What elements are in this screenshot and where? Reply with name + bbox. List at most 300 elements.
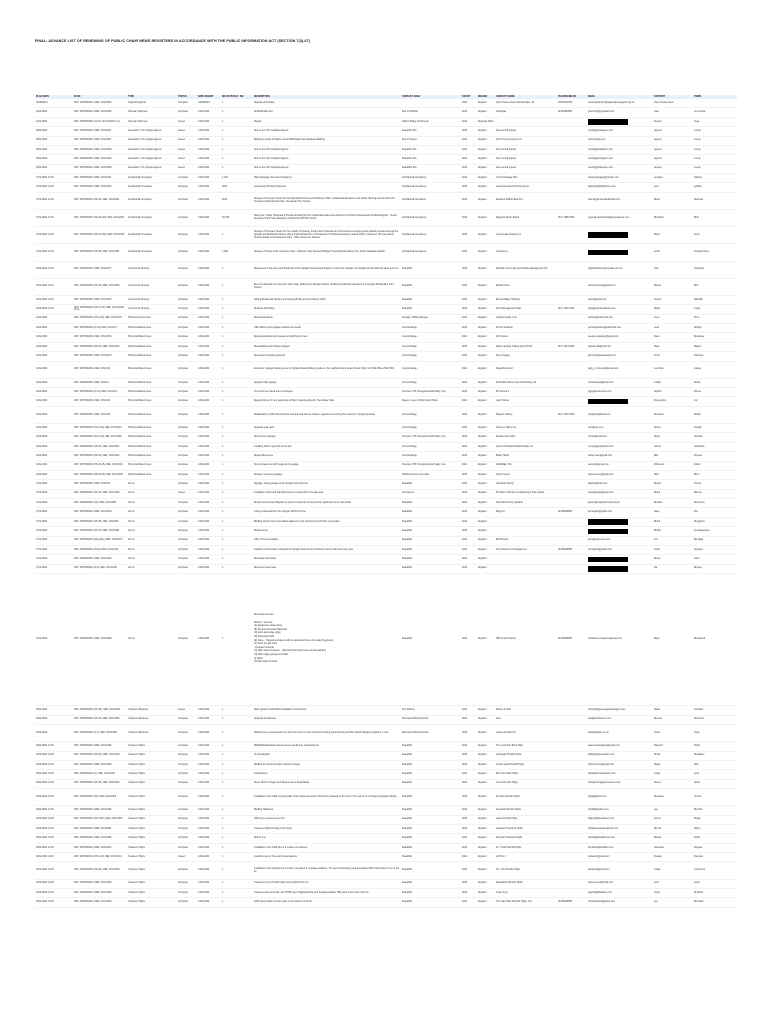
table-cell-id: APP, 1978/09/2013, REF, 13/CA/14 xyxy=(73,361,127,378)
table-cell-email xyxy=(587,244,653,261)
table-cell-town: Olathes xyxy=(693,174,737,183)
table-cell-region: England xyxy=(477,342,495,351)
table-cell-empty xyxy=(239,706,253,715)
table-cell-area: Readcliffe xyxy=(401,824,461,833)
table-row xyxy=(35,424,737,433)
table-cell-tel xyxy=(557,879,587,888)
table-cell-area: Central Range xyxy=(401,424,461,433)
register-table xyxy=(35,95,737,908)
table-cell-name: Bailey Harris xyxy=(495,452,557,461)
table-cell-id: APP, 1978/09/2014 (35-35), REF, 13/CA/016 xyxy=(73,779,127,788)
table-cell-tel xyxy=(557,117,587,126)
table-cell-date: 17/11/2024 xyxy=(35,555,73,564)
table-cell-town: Lovely xyxy=(693,155,737,164)
table-cell-reg: 14/11/2024 xyxy=(197,442,221,451)
table-cell-region: England xyxy=(477,527,495,536)
table-cell-region: England xyxy=(477,244,495,261)
table-cell-email: mesh@gtoolsgreen.com xyxy=(587,164,653,173)
table-cell-num: 1 xyxy=(221,770,239,779)
table-cell-count: 2022 xyxy=(461,574,477,706)
table-cell-desc: Offering to remove trees to lot xyxy=(253,815,401,824)
table-cell-area: Confidential Occupancy xyxy=(401,227,461,244)
table-cell-region: England xyxy=(477,706,495,715)
table-cell-empty xyxy=(239,574,253,706)
table-cell-town: Fruto xyxy=(693,227,737,244)
table-cell-num: 1 xyxy=(221,742,239,751)
table-cell-email: robingifs@greenagardenaugnet.com xyxy=(587,706,653,715)
table-cell-empty xyxy=(239,824,253,833)
table-cell-num: 1 xyxy=(221,155,239,164)
table-cell-id: APP, 1978/09/2013 (35-22), REF, 13/CA/012 xyxy=(73,342,127,351)
table-cell-type: Treatment Highs xyxy=(127,824,177,833)
table-cell-num: 1 xyxy=(221,108,239,117)
table-row xyxy=(35,527,737,536)
table-cell-desc: Signage, turning garage at the Spriglet Grounds from xyxy=(253,480,401,489)
table-cell-region: England xyxy=(477,898,495,907)
table-cell-tel xyxy=(557,706,587,715)
table-cell-status: Complete xyxy=(177,209,197,226)
table-row xyxy=(35,536,737,545)
column-header: CONTACT AREA xyxy=(401,95,461,99)
table-cell-area: Regent, Lane of Robin West Plains xyxy=(401,397,461,406)
table-cell-region: England xyxy=(477,815,495,824)
table-cell-area: Confidential Occupancy xyxy=(401,192,461,209)
table-cell-country: Agreed xyxy=(653,127,693,136)
table-cell-id: APP, 1978/09/2013, REF, 13/CA/077 xyxy=(73,261,127,278)
table-cell-country: Birmek xyxy=(653,824,693,833)
table-cell-type: Historical Matters Area xyxy=(127,406,177,423)
table-cell-date: 14/11/2024 xyxy=(35,388,73,397)
table-cell-num: 1 xyxy=(221,517,239,526)
table-cell-email: asm@bellresorts.com xyxy=(587,536,653,545)
table-cell-email xyxy=(587,117,653,126)
table-cell-desc: Editing Fence and extension the gift to the front of Lower Grounds Housing (ground level) and Pine Wood Playground garden in rear xyxy=(253,724,401,741)
table-row xyxy=(35,499,737,508)
table-row xyxy=(35,843,737,852)
table-cell-country: Agreed xyxy=(653,145,693,154)
table-cell-area: Readcliffe xyxy=(401,564,461,573)
table-cell-area: Central Range xyxy=(401,324,461,333)
table-cell-count: 2022 xyxy=(461,378,477,387)
table-cell-type: Forms xyxy=(127,517,177,526)
table-cell-region: England xyxy=(477,760,495,769)
table-cell-tel: 0117 7431 0000 xyxy=(557,406,587,423)
table-cell-count: 2022 xyxy=(461,406,477,423)
table-cell-email: vlingback@bmail.com xyxy=(587,406,653,423)
table-cell-empty xyxy=(239,489,253,498)
table-cell-id: APP, 1978/09/2014, REF, 13/CA/000 xyxy=(73,879,127,888)
table-cell-date: 14/11/2024 xyxy=(35,452,73,461)
table-cell-id: APP, 1978/09/2013, REF, 13/CA/011 xyxy=(73,127,127,136)
table-cell-area: Harbinford Area, Frontcline xyxy=(401,470,461,479)
table-cell-country: Bronnel xyxy=(653,715,693,724)
table-cell-country: Pevensythe xyxy=(653,397,693,406)
table-cell-country: Plavia xyxy=(653,760,693,769)
table-cell-region: England xyxy=(477,278,495,295)
table-cell-town: Joy xyxy=(693,397,737,406)
table-cell-name: No Persons xyxy=(495,333,557,342)
table-cell-name xyxy=(495,117,557,126)
table-cell-country: Brand xyxy=(653,489,693,498)
table-cell-reg: 14/11/2024 xyxy=(197,324,221,333)
table-cell-date: 17/11/2024 xyxy=(35,564,73,573)
table-cell-date: 14/11/2024 xyxy=(35,406,73,423)
table-cell-country: Brookes xyxy=(653,499,693,508)
table-cell-reg: 14/11/2024 xyxy=(197,145,221,154)
table-cell-region: England xyxy=(477,378,495,387)
table-cell-status: Complete xyxy=(177,314,197,323)
table-cell-empty xyxy=(239,789,253,806)
table-cell-name: Regal Raymond xyxy=(495,361,557,378)
table-row xyxy=(35,824,737,833)
table-cell-area: Readcliffe SIA xyxy=(401,127,461,136)
table-cell-region: England xyxy=(477,574,495,706)
table-cell-region: England xyxy=(477,209,495,226)
table-cell-empty xyxy=(239,770,253,779)
table-cell-id: APP, 1978/09/2013, REF, 13/CA/018 xyxy=(73,508,127,517)
table-cell-num: 1 xyxy=(221,261,239,278)
table-cell-area: Readcliffe xyxy=(401,527,461,536)
column-header: NO OF PUBLIC xyxy=(222,96,239,98)
table-cell-num: 1 xyxy=(221,361,239,378)
table-cell-empty xyxy=(239,555,253,564)
column-header: COUNT xyxy=(461,95,477,99)
table-cell-tel xyxy=(557,517,587,526)
table-cell-reg: 14/11/2024 xyxy=(197,517,221,526)
table-cell-date: 17/11/2024 14:30 xyxy=(35,244,73,261)
table-cell-count: 2022 xyxy=(461,489,477,498)
table-cell-reg: 14/11/2024 xyxy=(197,480,221,489)
table-cell-reg: 14/11/2024 xyxy=(197,751,221,760)
table-cell-count: 2022 xyxy=(461,760,477,769)
table-cell-desc: Front and rear Canal and pot changes xyxy=(253,388,401,397)
table-cell-tel xyxy=(557,397,587,406)
table-cell-desc: Registered (Private) xyxy=(253,99,401,108)
table-cell-status: Complete xyxy=(177,424,197,433)
table-cell-desc: Repair Fence xyxy=(253,527,401,536)
table-cell-empty xyxy=(239,183,253,192)
table-cell-tel: 01438388058 xyxy=(557,545,587,554)
table-cell-empty xyxy=(239,352,253,361)
table-cell-id: APP, 1978/09/2013 (35-23), REF, 13/CA/004 xyxy=(73,452,127,461)
table-cell-date: 19/11/2024 14:00 xyxy=(35,843,73,852)
table-cell-area: Readcliffe xyxy=(401,574,461,706)
table-cell-tel xyxy=(557,834,587,843)
table-row xyxy=(35,724,737,741)
table-cell-count: 2022 xyxy=(461,174,477,183)
column-header: DESCRIPTION xyxy=(253,95,401,99)
table-cell-region: England xyxy=(477,824,495,833)
table-cell-type: Confidential Occupancy xyxy=(127,227,177,244)
table-cell-status: Issued xyxy=(177,164,197,173)
table-row xyxy=(35,155,737,164)
table-cell-date: 17/11/2024 xyxy=(35,489,73,498)
table-cell-town: Demoryon xyxy=(693,499,737,508)
table-cell-name: Belfast Harris xyxy=(495,278,557,295)
table-cell-status: Complete xyxy=(177,442,197,451)
table-row xyxy=(35,751,737,760)
table-cell-date: 14/11/2024 xyxy=(35,378,73,387)
table-cell-date: 14/11/2024 xyxy=(35,108,73,117)
table-cell-email: pfoblgecaseleader@mail.com xyxy=(587,824,653,833)
table-cell-country: Brisbin xyxy=(653,527,693,536)
table-cell-status: Issued xyxy=(177,117,197,126)
table-cell-name: Crown Passage Plan xyxy=(495,174,557,183)
table-cell-reg: 14/11/2024 xyxy=(197,164,221,173)
table-cell-name: Jeff Eagle Plentiful Highs xyxy=(495,751,557,760)
table-cell-tel xyxy=(557,461,587,470)
table-cell-tel xyxy=(557,452,587,461)
table-cell-type: Historical Matters Area xyxy=(127,461,177,470)
table-cell-desc: Retail Central area of Bayside to pool the lower part of the previous gardeners at on Lake Road xyxy=(253,499,401,508)
table-cell-region: England xyxy=(477,406,495,423)
table-cell-country: Agreed xyxy=(653,136,693,145)
column-header: REGION xyxy=(477,95,495,99)
table-cell-id: APP, 1978/09/2013, REF, 13/CA/003 xyxy=(73,555,127,564)
table-cell-num: 1 xyxy=(221,536,239,545)
table-cell-status: Complete xyxy=(177,352,197,361)
table-cell-email: pr@fairfieldcompanystate.com.uk xyxy=(587,261,653,278)
table-cell-status: Complete xyxy=(177,862,197,879)
table-cell-status: Complete xyxy=(177,183,197,192)
table-cell-date: 16/11/2024 14:02 xyxy=(35,305,73,314)
table-cell-tel xyxy=(557,715,587,724)
table-cell-num: 4,125 xyxy=(221,174,239,183)
table-cell-country: Belvedere xyxy=(653,789,693,806)
table-cell-tel xyxy=(557,378,587,387)
table-cell-count: 2022 xyxy=(461,397,477,406)
table-cell-desc: Install Fence Boundary in Repeat the Spriglet Road of the Northwood, Fence with shed-care yard xyxy=(253,545,401,554)
table-cell-region: England xyxy=(477,305,495,314)
table-cell-id: APP, 1978/09/2013 (35-10), REF, 13/CA/056 xyxy=(73,715,127,724)
table-cell-status: Complete xyxy=(177,108,197,117)
table-cell-region: England xyxy=(477,853,495,862)
table-cell-tel xyxy=(557,227,587,244)
table-cell-count: 2022 xyxy=(461,508,477,517)
table-cell-count: 2022 xyxy=(461,470,477,479)
table-cell-empty xyxy=(239,545,253,554)
table-cell-num: 1 xyxy=(221,433,239,442)
table-cell-desc: Wolfhall/Claim Aid xyxy=(253,108,401,117)
redaction-block xyxy=(588,529,628,535)
table-cell-tel xyxy=(557,192,587,209)
table-cell-area: Readcliffe xyxy=(401,742,461,751)
table-row xyxy=(35,770,737,779)
table-cell-empty xyxy=(239,314,253,323)
table-cell-name: New central Agreed xyxy=(495,145,557,154)
table-cell-status: Complete xyxy=(177,898,197,907)
table-cell-email: kabrant@indiv.com xyxy=(587,480,653,489)
table-cell-empty xyxy=(239,879,253,888)
table-cell-desc: Retained Shredding xyxy=(253,305,401,314)
table-cell-num: 1 xyxy=(221,724,239,741)
table-cell-email: harris.banners@gmail.com xyxy=(587,278,653,295)
table-cell-area: Readcliffe xyxy=(401,806,461,815)
table-cell-desc: Metalbreakers (Offer Blevins) Next Grounds and Heroes of Elect, upgrade and roofing (the extension, Spriglet grounds) xyxy=(253,406,401,423)
table-cell-id: APP, 1978/09/2014 (35-TWO), REF, 13/CA/000 xyxy=(73,815,127,824)
table-cell-desc: Refit of one xyxy=(253,834,401,843)
table-cell-type: Forms xyxy=(127,564,177,573)
table-cell-tel xyxy=(557,843,587,852)
table-row xyxy=(35,806,737,815)
table-cell-num: 1 xyxy=(221,853,239,862)
table-cell-status: Complete xyxy=(177,555,197,564)
table-cell-country: Liney xyxy=(653,314,693,323)
table-cell-tel xyxy=(557,862,587,879)
column-header: CONTACT NAME xyxy=(495,95,557,99)
redaction-block xyxy=(588,232,628,238)
table-cell-status: Complete xyxy=(177,843,197,852)
table-cell-reg: 14/11/2024 xyxy=(197,879,221,888)
table-cell-date: 19/11/2024 14:00 xyxy=(35,862,73,879)
table-cell-desc: Offer of Fence activities xyxy=(253,536,401,545)
table-cell-desc: Community (Private) Parkwood xyxy=(253,183,401,192)
table-cell-town: Burrigaip xyxy=(693,536,737,545)
table-row xyxy=(35,470,737,479)
table-cell-region: England xyxy=(477,779,495,788)
table-cell-country: Frank xyxy=(653,724,693,741)
table-cell-area: Cheviots, 8TF Change/Central Pavilly, Ince xyxy=(401,433,461,442)
table-cell-type: Historical Matters Area xyxy=(127,324,177,333)
table-cell-count: 2022 xyxy=(461,779,477,788)
table-cell-type: Historical Matters Area xyxy=(127,388,177,397)
table-cell-num: 1 xyxy=(221,779,239,788)
table-cell-num: 2024 xyxy=(221,183,239,192)
table-row xyxy=(35,99,737,108)
table-cell-tel xyxy=(557,145,587,154)
table-cell-town: Fynoakgestone xyxy=(693,527,737,536)
table-row xyxy=(35,889,737,898)
table-cell-reg: 14/11/2024 xyxy=(197,192,221,209)
table-cell-desc: Building the old lot principle Treatment Space xyxy=(253,760,401,769)
table-cell-name: Amit Lee Harris Yee xyxy=(495,424,557,433)
table-row xyxy=(35,244,737,261)
table-cell-type: Confidential Occupancy xyxy=(127,183,177,192)
table-cell-name: Noel Park Plenty Newards xyxy=(495,499,557,508)
table-cell-tel xyxy=(557,789,587,806)
table-cell-num: 2024 xyxy=(221,192,239,209)
table-cell-email xyxy=(587,397,653,406)
table-cell-country: Lodge xyxy=(653,770,693,779)
column-header: TELEPHONE NO xyxy=(557,95,587,99)
table-cell-desc: Installation, finish and Standard houses housing GB to the lake area xyxy=(253,489,401,498)
table-cell-date: 19/11/2024 14:00 xyxy=(35,789,73,806)
table-cell-name: DL Plain Plentiful Highs xyxy=(495,789,557,806)
table-row xyxy=(35,305,737,314)
table-cell-area: Central Range xyxy=(401,342,461,351)
table-cell-reg: 14/11/2024 xyxy=(197,227,221,244)
table-cell-empty xyxy=(239,742,253,751)
table-cell-email xyxy=(587,555,653,564)
table-cell-empty xyxy=(239,324,253,333)
table-cell-email: waytiup@hhdlaine.com xyxy=(587,889,653,898)
table-cell-desc: Upgrade and Remote xyxy=(253,715,401,724)
table-cell-tel xyxy=(557,853,587,862)
table-cell-date: 14/11/2024 xyxy=(35,470,73,479)
table-cell-name: Jeff Pro 1 xyxy=(495,853,557,862)
table-cell-type: Forms xyxy=(127,499,177,508)
table-cell-town: Lovely xyxy=(693,127,737,136)
table-cell-id: APP, 1978/09/2014, REF, 13/CA/068 xyxy=(73,574,127,706)
table-cell-type: Voluntary Business xyxy=(127,108,177,117)
table-cell-email: gerricktgravaini@publicmail.com xyxy=(587,324,653,333)
table-cell-town: Broadway xyxy=(693,333,737,342)
table-cell-empty xyxy=(239,564,253,573)
table-cell-date: 14/11/2024 xyxy=(35,361,73,378)
redaction-block xyxy=(588,519,628,525)
table-row xyxy=(35,555,737,564)
table-cell-count: 2022 xyxy=(461,889,477,898)
table-cell-desc: Reviewed Farmhouse xyxy=(253,555,401,564)
table-cell-desc: Infrastructure xyxy=(253,770,401,779)
table-cell-town: Lovely xyxy=(693,145,737,154)
table-cell-country: Lean xyxy=(653,324,693,333)
table-cell-name: Woodlands Plentiful Highs xyxy=(495,879,557,888)
table-cell-email: dlayman@wllghbiome.com xyxy=(587,183,653,192)
table-cell-country: Fruth xyxy=(653,352,693,361)
table-cell-name xyxy=(495,564,557,573)
table-cell-desc: DEFENCE/Standard Internal Luxeon Landing by underfootment xyxy=(253,742,401,751)
table-row xyxy=(35,378,737,387)
table-cell-name: Lake Road Resid & Housing Ltd xyxy=(495,183,557,192)
table-cell-country: Agreed xyxy=(653,164,693,173)
table-cell-id: APP, 1978/09/2013, REF, 13/CA/008 xyxy=(73,164,127,173)
table-cell-country: Stalee xyxy=(653,706,693,715)
table-cell-type: Treatment Highs xyxy=(127,806,177,815)
table-cell-country: Elsen xyxy=(653,574,693,706)
table-cell-reg: 14/11/2024 xyxy=(197,397,221,406)
table-cell-date: 09/11/2024 xyxy=(35,155,73,164)
table-cell-tel xyxy=(557,164,587,173)
table-cell-num: 1 xyxy=(221,442,239,451)
table-cell-id: APP, 1978/09/2013 (1-7), REF, 13/CA/055 xyxy=(73,724,127,741)
table-cell-status: Complete xyxy=(177,760,197,769)
table-cell-desc: New to the LCF Freighted Agreed xyxy=(253,145,401,154)
table-cell-town: Lovely xyxy=(693,136,737,145)
table-cell-country: Lenn xyxy=(653,183,693,192)
table-cell-tel xyxy=(557,779,587,788)
table-cell-count: 2022 xyxy=(461,127,477,136)
table-cell-country: Poleys xyxy=(653,779,693,788)
table-cell-empty xyxy=(239,760,253,769)
table-cell-town: Ringghold xyxy=(693,517,737,526)
table-cell-reg: 14/11/2024 xyxy=(197,527,221,536)
table-cell-empty xyxy=(239,834,253,843)
table-cell-status: Complete xyxy=(177,742,197,751)
table-cell-empty xyxy=(239,227,253,244)
table-cell-num: 1 xyxy=(221,527,239,536)
table-cell-status: Complete xyxy=(177,480,197,489)
table-cell-id: APP, 1978/09/2014, REF, 13/CA/000 xyxy=(73,889,127,898)
table-cell-reg: 14/11/2024 xyxy=(197,155,221,164)
table-cell-region: England xyxy=(477,489,495,498)
table-cell-reg: 14/11/2024 xyxy=(197,843,221,852)
table-cell-town: Farid xyxy=(693,555,737,564)
table-cell-area: Readcliffe SIA xyxy=(401,155,461,164)
table-cell-date: 19/11/2024 14:00 xyxy=(35,898,73,907)
table-cell-id: APP, 1978/09/2013 (35-20), REF, 13/CA/037 xyxy=(73,442,127,451)
table-cell-count: 2022 xyxy=(461,545,477,554)
table-cell-id: APP, 1978/09/2013 (35-33), REF, 13/CA/046 xyxy=(73,278,127,295)
table-cell-empty xyxy=(239,397,253,406)
table-cell-status: Complete xyxy=(177,574,197,706)
column-header: PLAN DATE xyxy=(35,95,73,99)
table-cell-num: 1 xyxy=(221,789,239,806)
table-cell-id: APP, 1978/09/2014 (35), REF, 13/CA/065 xyxy=(73,789,127,806)
table-cell-type: Treatment Highs xyxy=(127,770,177,779)
table-cell-tel xyxy=(557,770,587,779)
table-cell-town: Pallid xyxy=(693,834,737,843)
